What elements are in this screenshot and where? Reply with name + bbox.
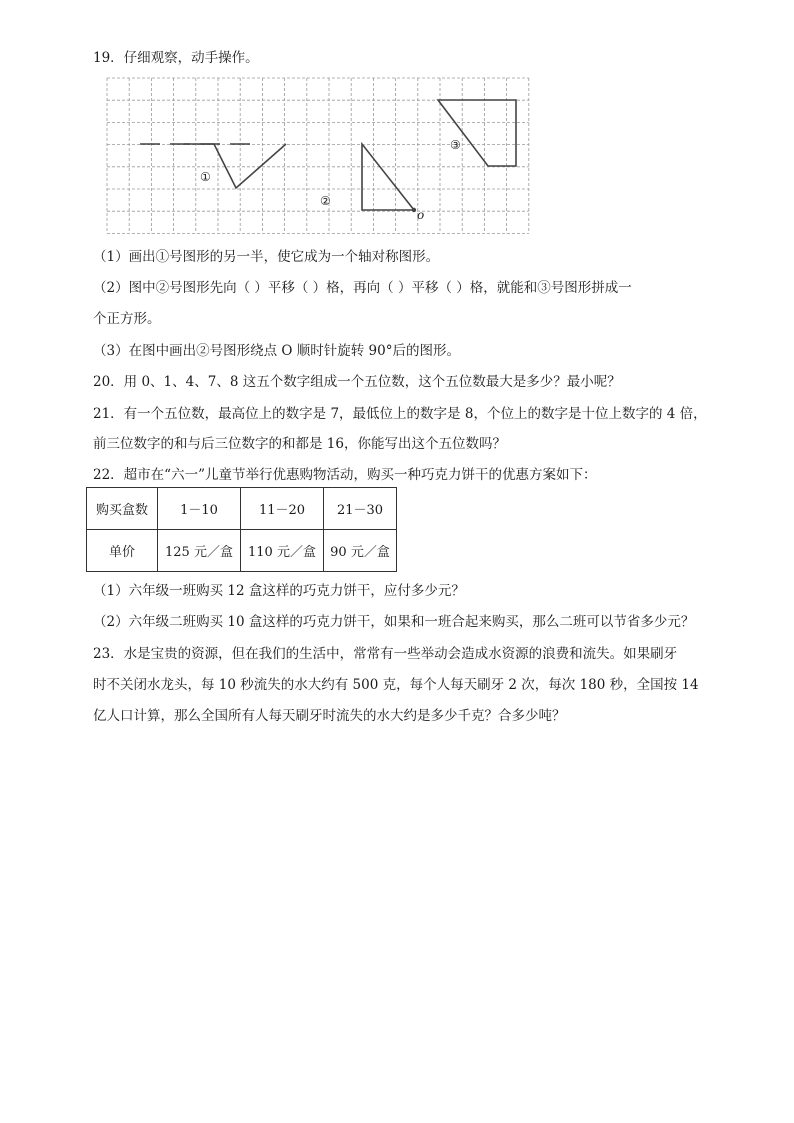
- q19-sub2-line2: 个正方形。: [93, 311, 161, 327]
- table-row: [87, 530, 397, 572]
- q19-sub1: （1）画出①号图形的另一半，使它成为一个轴对称图形。: [93, 249, 440, 265]
- point-o: [412, 208, 416, 212]
- table-cell: 90 元／盒: [324, 530, 397, 572]
- table-cell: 125 元／盒: [158, 530, 241, 572]
- grid-svg: [104, 76, 542, 236]
- q23-line2: 时不关闭水龙头，每 10 秒流失的水大约有 500 克，每个人每天刷牙 2 次，每次 180 秒，全国按 14: [93, 677, 699, 693]
- label-shape-1: ①: [200, 170, 211, 184]
- label-shape-2: ②: [320, 194, 331, 208]
- label-point-o: o: [417, 208, 425, 222]
- grid-figure: [104, 76, 542, 236]
- shape-3: [438, 100, 516, 166]
- table-cell: 购买盒数: [87, 488, 158, 530]
- table-cell: 110 元／盒: [241, 530, 324, 572]
- q22-intro: 22．超市在“六一”儿童节举行优惠购物活动，购买一种巧克力饼干的优惠方案如下：: [93, 467, 597, 483]
- table-cell: 单价: [87, 530, 158, 572]
- q19-sub2-line1: （2）图中②号图形先向（ ）平移（ ）格，再向（ ）平移（ ）格，就能和③号图形拼成一: [93, 280, 632, 296]
- q20-text: 20．用 0、1、4、7、8 这五个数字组成一个五位数，这个五位数最大是多少？最小呢？: [93, 374, 621, 390]
- q21-line1: 21．有一个五位数，最高位上的数字是 7，最低位上的数字是 8，个位上的数字是十位上数字的 4 倍，: [93, 406, 707, 422]
- q23-line3: 亿人口计算，那么全国所有人每天刷牙时流失的水大约是多少千克？合多少吨？: [93, 708, 566, 724]
- price-table: [86, 487, 397, 572]
- q19-sub3: （3）在图中画出②号图形绕点 O 顺时针旋转 90°后的图形。: [93, 343, 460, 359]
- q23-line1: 23．水是宝贵的资源，但在我们的生活中，常常有一些举动会造成水资源的浪费和流失。如果刷牙: [93, 646, 678, 662]
- q21-line2: 前三位数字的和与后三位数字的和都是 16，你能写出这个五位数吗？: [93, 436, 506, 452]
- q19-title: 19．仔细观察，动手操作。: [93, 50, 259, 66]
- shape-2-triangle: [362, 144, 414, 210]
- label-shape-3: ③: [450, 138, 461, 152]
- q22-sub1: （1）六年级一班购买 12 盒这样的巧克力饼干，应付多少元？: [93, 583, 465, 599]
- table-row: [87, 488, 397, 530]
- table-cell: 21－30: [324, 488, 397, 530]
- q22-sub2: （2）六年级二班购买 10 盒这样的巧克力饼干，如果和一班合起来购买，那么二班可以节省多少元？: [93, 614, 695, 630]
- table-cell: 11－20: [241, 488, 324, 530]
- grid-lines: [107, 78, 529, 233]
- table-cell: 1－10: [158, 488, 241, 530]
